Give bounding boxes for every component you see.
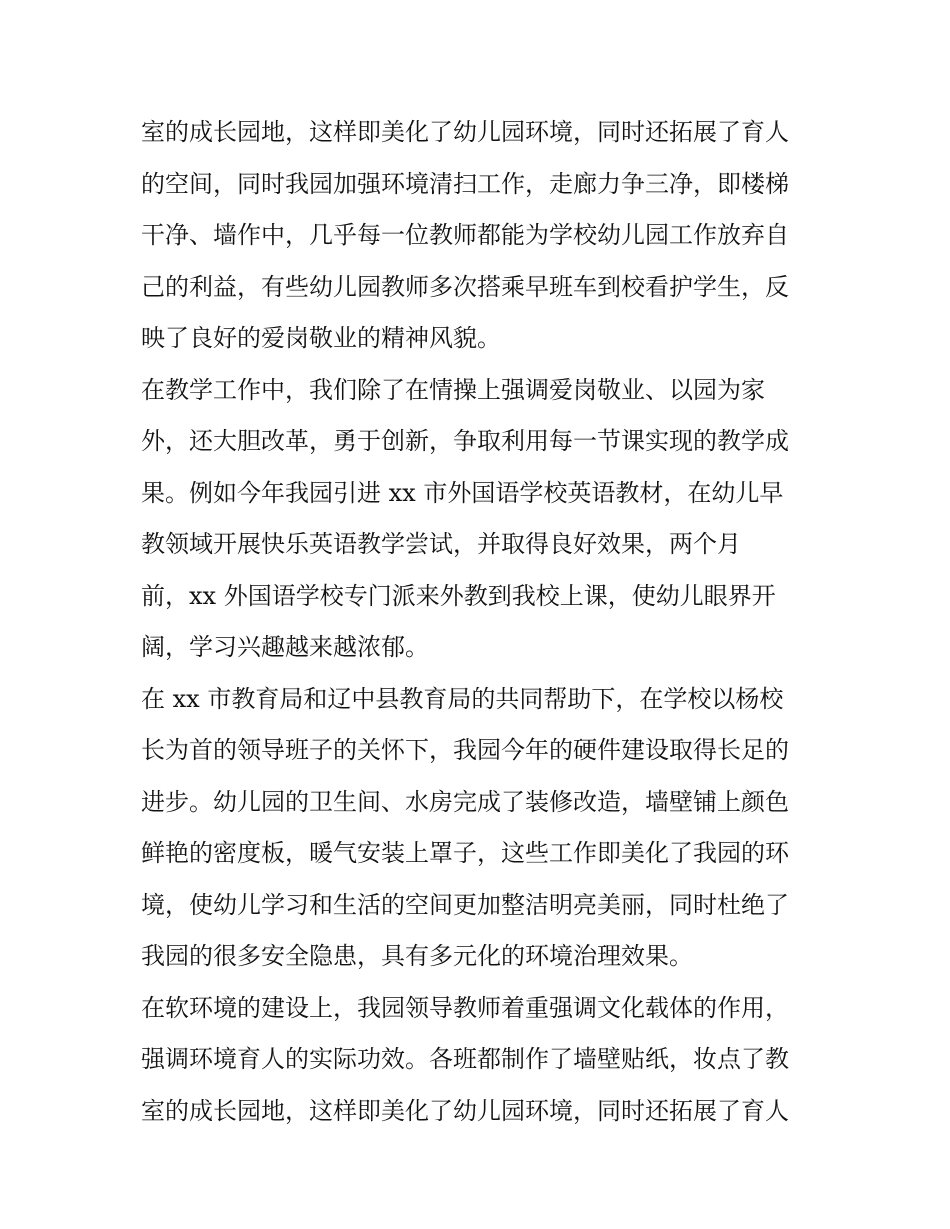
- text-line: 前，xx 外国语学校专门派来外教到我校上课，使幼儿眼界开: [141, 581, 776, 610]
- text-line: 阔，学习兴趣越来越浓郁。: [141, 633, 429, 661]
- text-line: 映了良好的爱岗敬业的精神风貌。: [141, 324, 501, 352]
- text-line: 在软环境的建设上，我园领导教师着重强调文化载体的作用，: [141, 993, 789, 1022]
- text-line: 进步。幼儿园的卫生间、水房完成了装修改造，墙壁铺上颜色: [141, 787, 789, 816]
- text-line: 的空间，同时我园加强环境清扫工作，走廊力争三净，即楼梯: [141, 169, 789, 198]
- text-line: 境，使幼儿学习和生活的空间更加整洁明亮美丽，同时杜绝了: [141, 890, 789, 919]
- text-line: 果。例如今年我园引进 xx 市外国语学校英语教材，在幼儿早: [141, 478, 784, 507]
- text-line: 室的成长园地，这样即美化了幼儿园环境，同时还拓展了育人: [141, 1096, 789, 1125]
- text-line: 我园的很多安全隐患，具有多元化的环境治理效果。: [141, 942, 693, 970]
- body-text: [141, 107, 821, 1137]
- text-line: 长为首的领导班子的关怀下，我园今年的硬件建设取得长足的: [141, 736, 789, 764]
- text-line: 在教学工作中，我们除了在情操上强调爱岗敬业、以园为家: [141, 375, 765, 404]
- text-line: 强调环境育人的实际功效。各班都制作了墙壁贴纸，妆点了教: [141, 1045, 789, 1073]
- text-line: 鲜艳的密度板，暖气安装上罩子，这些工作即美化了我园的环: [141, 839, 789, 867]
- text-line: 教领域开展快乐英语教学尝试，并取得良好效果，两个月: [141, 530, 741, 558]
- text-line: 在 xx 市教育局和辽中县教育局的共同帮助下，在学校以杨校: [141, 684, 784, 713]
- text-line: 室的成长园地，这样即美化了幼儿园环境，同时还拓展了育人: [141, 118, 789, 146]
- text-line: 干净、墙作中，几乎每一位教师都能为学校幼儿园工作放弃自: [141, 221, 789, 249]
- text-line: 己的利益，有些幼儿园教师多次搭乘早班车到校看护学生，反: [141, 272, 789, 301]
- text-line: 外，还大胆改革，勇于创新，争取利用每一节课实现的教学成: [141, 427, 789, 455]
